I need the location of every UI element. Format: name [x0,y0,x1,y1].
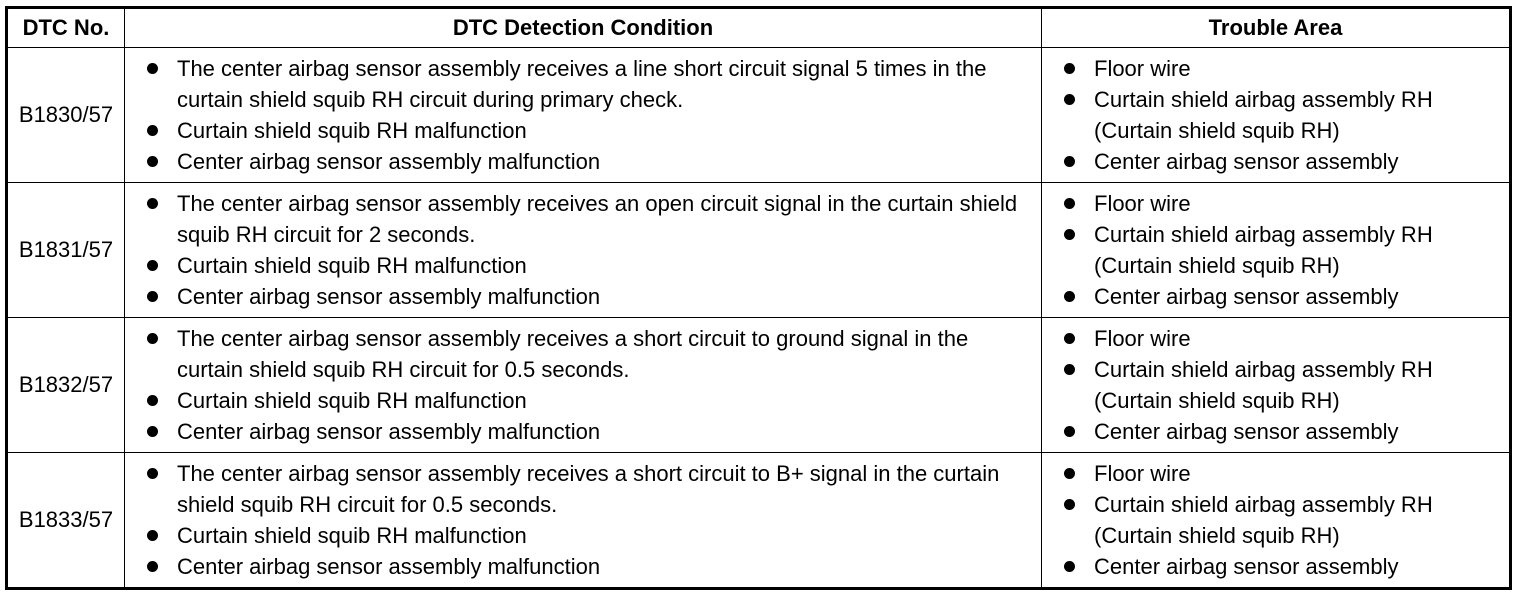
list-item [125,53,1035,115]
bullet-icon [1064,561,1075,572]
condition-text: Curtain shield squib RH malfunction [177,523,527,548]
bullet-icon [147,156,158,167]
dtc-table-body [7,48,1511,589]
trouble-area-text: Center airbag sensor assembly [1094,284,1399,309]
trouble-area-cell [1042,318,1511,453]
detection-condition-cell [125,48,1042,183]
bullet-icon [1064,156,1075,167]
list-item [125,458,1035,520]
list-item [125,385,1035,416]
table-row [7,48,1511,183]
header-detection-condition: DTC Detection Condition [125,8,1042,48]
condition-list [125,319,1041,451]
trouble-area-list [1042,184,1509,316]
detection-condition-cell [125,453,1042,589]
trouble-area-list [1042,319,1509,451]
condition-text: The center airbag sensor assembly receives a short circuit to ground signal in the curtain shield squib RH circuit for 0.5 seconds. [177,326,969,382]
trouble-area-text: Center airbag sensor assembly [1094,149,1399,174]
trouble-area-text: Curtain shield airbag assembly RH (Curtain shield squib RH) [1094,492,1433,548]
bullet-icon [147,63,158,74]
list-item [1042,551,1503,582]
bullet-icon [147,426,158,437]
list-item [1042,188,1503,219]
condition-list [125,454,1041,586]
trouble-area-text: Floor wire [1094,56,1191,81]
trouble-area-text: Curtain shield airbag assembly RH (Curtain shield squib RH) [1094,222,1433,278]
header-row [7,8,1511,48]
list-item [125,520,1035,551]
trouble-area-cell [1042,183,1511,318]
trouble-area-list [1042,49,1509,181]
condition-list [125,184,1041,316]
dtc-document [5,6,1509,598]
dtc-code: B1831/57 [7,183,125,318]
condition-text: The center airbag sensor assembly receives a short circuit to B+ signal in the curtain shield squib RH circuit for 0.5 seconds. [177,461,1000,517]
list-item [1042,146,1503,177]
list-item [1042,416,1503,447]
bullet-icon [1064,499,1075,510]
bullet-icon [1064,333,1075,344]
condition-text: Center airbag sensor assembly malfunction [177,419,601,444]
bullet-icon [1064,468,1075,479]
dtc-code: B1832/57 [7,318,125,453]
list-item [125,416,1035,447]
bullet-icon [147,198,158,209]
trouble-area-text: Floor wire [1094,461,1191,486]
trouble-area-text: Curtain shield airbag assembly RH (Curtain shield squib RH) [1094,357,1433,413]
trouble-area-text: Floor wire [1094,326,1191,351]
bullet-icon [147,333,158,344]
table-row [7,318,1511,453]
trouble-area-list [1042,454,1509,586]
list-item [125,146,1035,177]
list-item [1042,53,1503,84]
bullet-icon [1064,63,1075,74]
bullet-icon [1064,426,1075,437]
condition-list [125,49,1041,181]
condition-text: Curtain shield squib RH malfunction [177,118,527,143]
list-item [1042,219,1503,281]
bullet-icon [147,395,158,406]
bullet-icon [1064,198,1075,209]
bullet-icon [1064,229,1075,240]
header-trouble-area: Trouble Area [1042,8,1511,48]
condition-text: Curtain shield squib RH malfunction [177,253,527,278]
list-item [1042,354,1503,416]
condition-text: The center airbag sensor assembly receives a line short circuit signal 5 times in the curtain shield squib RH circuit during primary check. [177,56,987,112]
list-item [125,250,1035,281]
trouble-area-text: Curtain shield airbag assembly RH (Curtain shield squib RH) [1094,87,1433,143]
trouble-area-text: Center airbag sensor assembly [1094,554,1399,579]
condition-text: Center airbag sensor assembly malfunction [177,554,601,579]
detection-condition-cell [125,183,1042,318]
bullet-icon [147,561,158,572]
condition-text: The center airbag sensor assembly receives an open circuit signal in the curtain shield squib RH circuit for 2 seconds. [177,191,1018,247]
list-item [125,323,1035,385]
dtc-code: B1833/57 [7,453,125,589]
bullet-icon [147,291,158,302]
header-dtc-no: DTC No. [7,8,125,48]
detection-condition-cell [125,318,1042,453]
trouble-area-text: Floor wire [1094,191,1191,216]
dtc-table [5,6,1512,590]
list-item [1042,281,1503,312]
list-item [125,115,1035,146]
bullet-icon [147,468,158,479]
list-item [125,281,1035,312]
bullet-icon [1064,364,1075,375]
bullet-icon [1064,291,1075,302]
bullet-icon [147,125,158,136]
bullet-icon [147,530,158,541]
bullet-icon [147,260,158,271]
condition-text: Curtain shield squib RH malfunction [177,388,527,413]
trouble-area-cell [1042,48,1511,183]
list-item [125,188,1035,250]
list-item [1042,458,1503,489]
list-item [125,551,1035,582]
condition-text: Center airbag sensor assembly malfunction [177,284,601,309]
trouble-area-text: Center airbag sensor assembly [1094,419,1399,444]
list-item [1042,84,1503,146]
condition-text: Center airbag sensor assembly malfunction [177,149,601,174]
list-item [1042,489,1503,551]
list-item [1042,323,1503,354]
trouble-area-cell [1042,453,1511,589]
table-row [7,453,1511,589]
bullet-icon [1064,94,1075,105]
table-row [7,183,1511,318]
dtc-code: B1830/57 [7,48,125,183]
